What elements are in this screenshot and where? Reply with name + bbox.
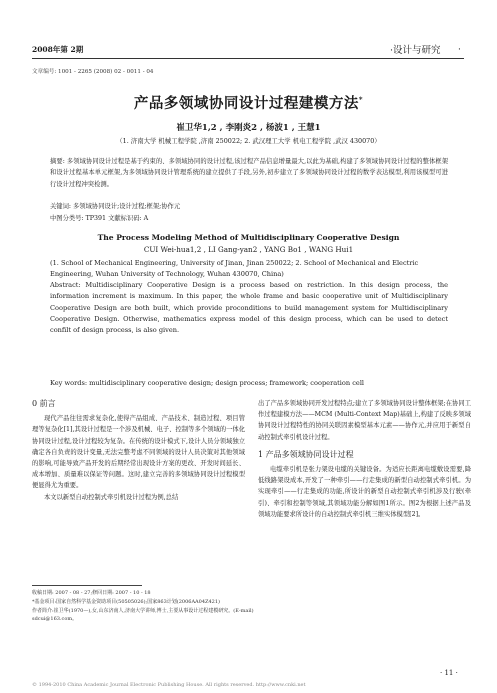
section-dot: · <box>458 45 461 55</box>
chinese-keywords: 关键词: 多领域协同设计;设计过程;框架;协作元 <box>50 203 181 210</box>
paper-title <box>0 92 497 113</box>
chinese-abstract: 摘要: 多领域协同设计过程是基于约束的、多领域协同的设计过程,该过程产品信息增量最大,以此为基础,构建了多领域协同设计过程的整体框架和设计过程基本单元框架,为多领域协同设计管理系统的建立提供了手段,另外,初步建立了多领域协同设计过程的数学表达模型,利用该模型可进行设计过程冲突检测。 <box>50 158 448 188</box>
right-paragraph-1: 出了产品多领域协同开发过程特点;建立了多领域协同设计整体框架;在协同工作过程建模方法——MCM (Multi-Context Map)基础上,构建了反映多领域协同设计过程特性的协同关联因素模型基本元素——协作元,并应用于新型自动控制式牵引机设计过程。 <box>258 400 471 441</box>
footnote-rule <box>32 585 142 586</box>
english-abstract: Abstract: Multidisciplinary Cooperative Design is a process based on restriction. In this design process, the information increment is maximum. In this paper, the whole frame and basic cooperative unit of Multidisciplinary Cooperative Design are both built, which provide proconditions to build management system for Multidisciplinary Cooperative Design. Otherwise, mathematics express model of this design process, which can be used to detect confilt of design process, is also given. <box>50 281 448 335</box>
english-keywords: Key words: multidisciplinary cooperative design; design process; framework; cooperation cell <box>50 379 365 387</box>
affiliation: （1. 济南大学 机械工程学院 ,济南 250022; 2. 武汉理工大学 机电工程学院 ,武汉 430070） <box>116 137 381 145</box>
intro-paragraph: 现代产品往往需求复杂化,使得产品组成、产品技术、制造过程、项目管理等复杂化[1],其设计过程是一个涉及机械、电子、控制等多个领域的一体化协同设计过程,设计过程较为复杂。在传统的设计模式下,设计人员分领域独立确定各自负责的设计变量,无法完整考虑不同领域的设计人员决策对其他领域的影响,可能导致产品开发的后期经常出现设计方案的更改、开发时间延长、成本增加、质量难以保证等问题。这时,建立完善的多领域协同设计过程模型便显得尤为重要。 <box>32 415 245 490</box>
issue-label: 2008年第 2期 <box>32 45 84 54</box>
author-list: 崔卫华1,2 , 李刚炎2 , 杨波1 , 王慧1 <box>176 123 321 133</box>
section-label: ·设计与研究 <box>390 45 441 56</box>
classification-code: 中图分类号: TP391 文献标识码: A <box>50 215 149 222</box>
left-column <box>32 398 245 503</box>
page-number: · 11 · <box>440 669 458 677</box>
section-heading-1: 1 产品多领域协同设计过程 <box>258 449 354 459</box>
header-rule <box>32 58 464 59</box>
article-number: 文章编号: 1001 - 2265 (2008) 02 - 0011 - 04 <box>32 69 154 75</box>
english-title: The Process Modeling Method of Multidisciplinary Cooperative Design <box>97 233 400 242</box>
english-authors: CUI Wei-hua1,2 , LI Gang-yan2 , YANG Bo1 , WANG Hui1 <box>143 245 354 254</box>
english-affiliation: (1. School of Mechanical Engineering, University of Jinan, Jinan 250022; 2. School of Mechanical and Electric Engineering, Wuhan University of Technology, Wuhan 430070, China) <box>50 259 419 279</box>
right-column <box>258 398 471 520</box>
intro-paragraph-2: 本文以新型自动控制式牵引机设计过程为例,总结 <box>44 493 179 501</box>
footnote-fund: *基金项目:国家自然科学基金资助项目(50505026);国家863计划(2006AA04Z421) <box>32 599 220 605</box>
copyright-line: © 1994-2010 China Academic Journal Electronic Publishing House. All rights reserved. http://www.cnki.net <box>32 682 306 688</box>
title-footnote-mark: * <box>358 95 364 105</box>
footnote-author: 作者简介:崔卫华(1970—),女,山东济南人,济南大学讲师,博士,主要从事设计过程建模研究。(E-mail) sdcui@163.com。 <box>32 608 254 622</box>
footnote-received: 收稿日期: 2007 - 08 - 27;修回日期: 2007 - 10 - 18 <box>32 590 151 596</box>
right-paragraph-2: 电缆牵引机是张力架设电缆的关键设备。为适应长距离电缆敷设需要,降低线路架设成本,开发了一种牵引——行走集成的新型自动控制式牵引机。为实现牵引——行走集成的功能,所设计的新型自动控制式牵引机涉及行驶(牵引)、牵引和控制等领域,其领域功能分解如图1所示。图2为根据上述产品及领域功能要求所设计的自动控制式牵引机三维实体模型[2]。 <box>258 466 471 518</box>
section-heading-intro: 0 前言 <box>32 399 56 408</box>
paper-title-text: 产品多领域协同设计过程建模方法 <box>133 95 359 112</box>
